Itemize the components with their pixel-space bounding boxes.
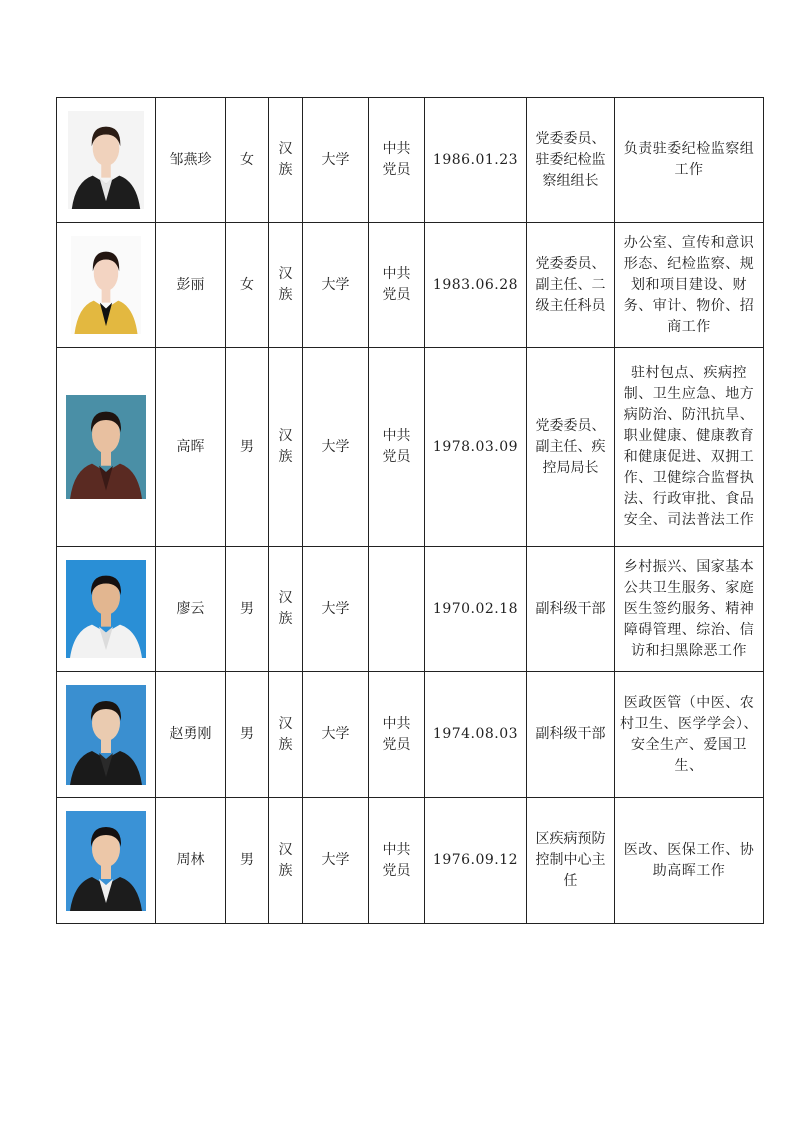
duties-cell: 医改、医保工作、协助高晖工作 (615, 798, 764, 924)
portrait-photo (66, 560, 146, 658)
position-cell: 党委委员、驻委纪检监察组组长 (527, 98, 615, 223)
birth-date-cell: 1974.08.03 (425, 672, 527, 798)
education-cell: 大学 (303, 348, 369, 547)
gender-cell: 女 (226, 98, 269, 223)
party-cell: 中共党员 (369, 672, 425, 798)
ethnicity-cell: 汉族 (269, 348, 303, 547)
ethnicity-cell: 汉族 (269, 98, 303, 223)
name-cell: 高晖 (156, 348, 226, 547)
name-cell: 周林 (156, 798, 226, 924)
education-cell: 大学 (303, 672, 369, 798)
duties-cell: 负责驻委纪检监察组工作 (615, 98, 764, 223)
photo-cell (57, 348, 156, 547)
education-cell: 大学 (303, 98, 369, 223)
party-cell (369, 547, 425, 672)
birth-date-cell: 1978.03.09 (425, 348, 527, 547)
birth-date-cell: 1983.06.28 (425, 223, 527, 348)
position-cell: 党委委员、副主任、二级主任科员 (527, 223, 615, 348)
duties-cell: 办公室、宣传和意识形态、纪检监察、规划和项目建设、财务、审计、物价、招商工作 (615, 223, 764, 348)
party-cell: 中共党员 (369, 98, 425, 223)
portrait-photo (66, 395, 146, 499)
table-row (57, 98, 764, 223)
birth-date-cell: 1976.09.12 (425, 798, 527, 924)
party-cell: 中共党员 (369, 798, 425, 924)
table-row (57, 223, 764, 348)
name-cell: 彭丽 (156, 223, 226, 348)
gender-cell: 男 (226, 798, 269, 924)
table-row (57, 672, 764, 798)
name-cell: 廖云 (156, 547, 226, 672)
name-cell: 赵勇刚 (156, 672, 226, 798)
gender-cell: 女 (226, 223, 269, 348)
position-cell: 党委委员、副主任、疾控局局长 (527, 348, 615, 547)
gender-cell: 男 (226, 348, 269, 547)
birth-date-cell: 1970.02.18 (425, 547, 527, 672)
party-cell: 中共党员 (369, 223, 425, 348)
duties-cell: 医政医管（中医、农村卫生、医学学会）、安全生产、爱国卫生、 (615, 672, 764, 798)
photo-cell (57, 547, 156, 672)
photo-cell (57, 223, 156, 348)
table-row (57, 348, 764, 547)
ethnicity-cell: 汉族 (269, 672, 303, 798)
ethnicity-cell: 汉族 (269, 223, 303, 348)
position-cell: 副科级干部 (527, 672, 615, 798)
education-cell: 大学 (303, 798, 369, 924)
staff-table (56, 97, 764, 924)
duties-cell: 驻村包点、疾病控制、卫生应急、地方病防治、防汛抗旱、职业健康、健康教育和健康促进、双拥工作、卫健综合监督执法、行政审批、食品安全、司法普法工作 (615, 348, 764, 547)
photo-cell (57, 98, 156, 223)
photo-cell (57, 672, 156, 798)
table-row (57, 798, 764, 924)
position-cell: 副科级干部 (527, 547, 615, 672)
ethnicity-cell: 汉族 (269, 547, 303, 672)
party-cell: 中共党员 (369, 348, 425, 547)
gender-cell: 男 (226, 547, 269, 672)
birth-date-cell: 1986.01.23 (425, 98, 527, 223)
portrait-photo (66, 811, 146, 911)
portrait-photo (71, 236, 141, 334)
name-cell: 邹燕珍 (156, 98, 226, 223)
ethnicity-cell: 汉族 (269, 798, 303, 924)
gender-cell: 男 (226, 672, 269, 798)
education-cell: 大学 (303, 223, 369, 348)
position-cell: 区疾病预防控制中心主任 (527, 798, 615, 924)
duties-cell: 乡村振兴、国家基本公共卫生服务、家庭医生签约服务、精神障碍管理、综治、信访和扫黑除恶工作 (615, 547, 764, 672)
table-row (57, 547, 764, 672)
education-cell: 大学 (303, 547, 369, 672)
portrait-photo (68, 111, 144, 209)
portrait-photo (66, 685, 146, 785)
photo-cell (57, 798, 156, 924)
